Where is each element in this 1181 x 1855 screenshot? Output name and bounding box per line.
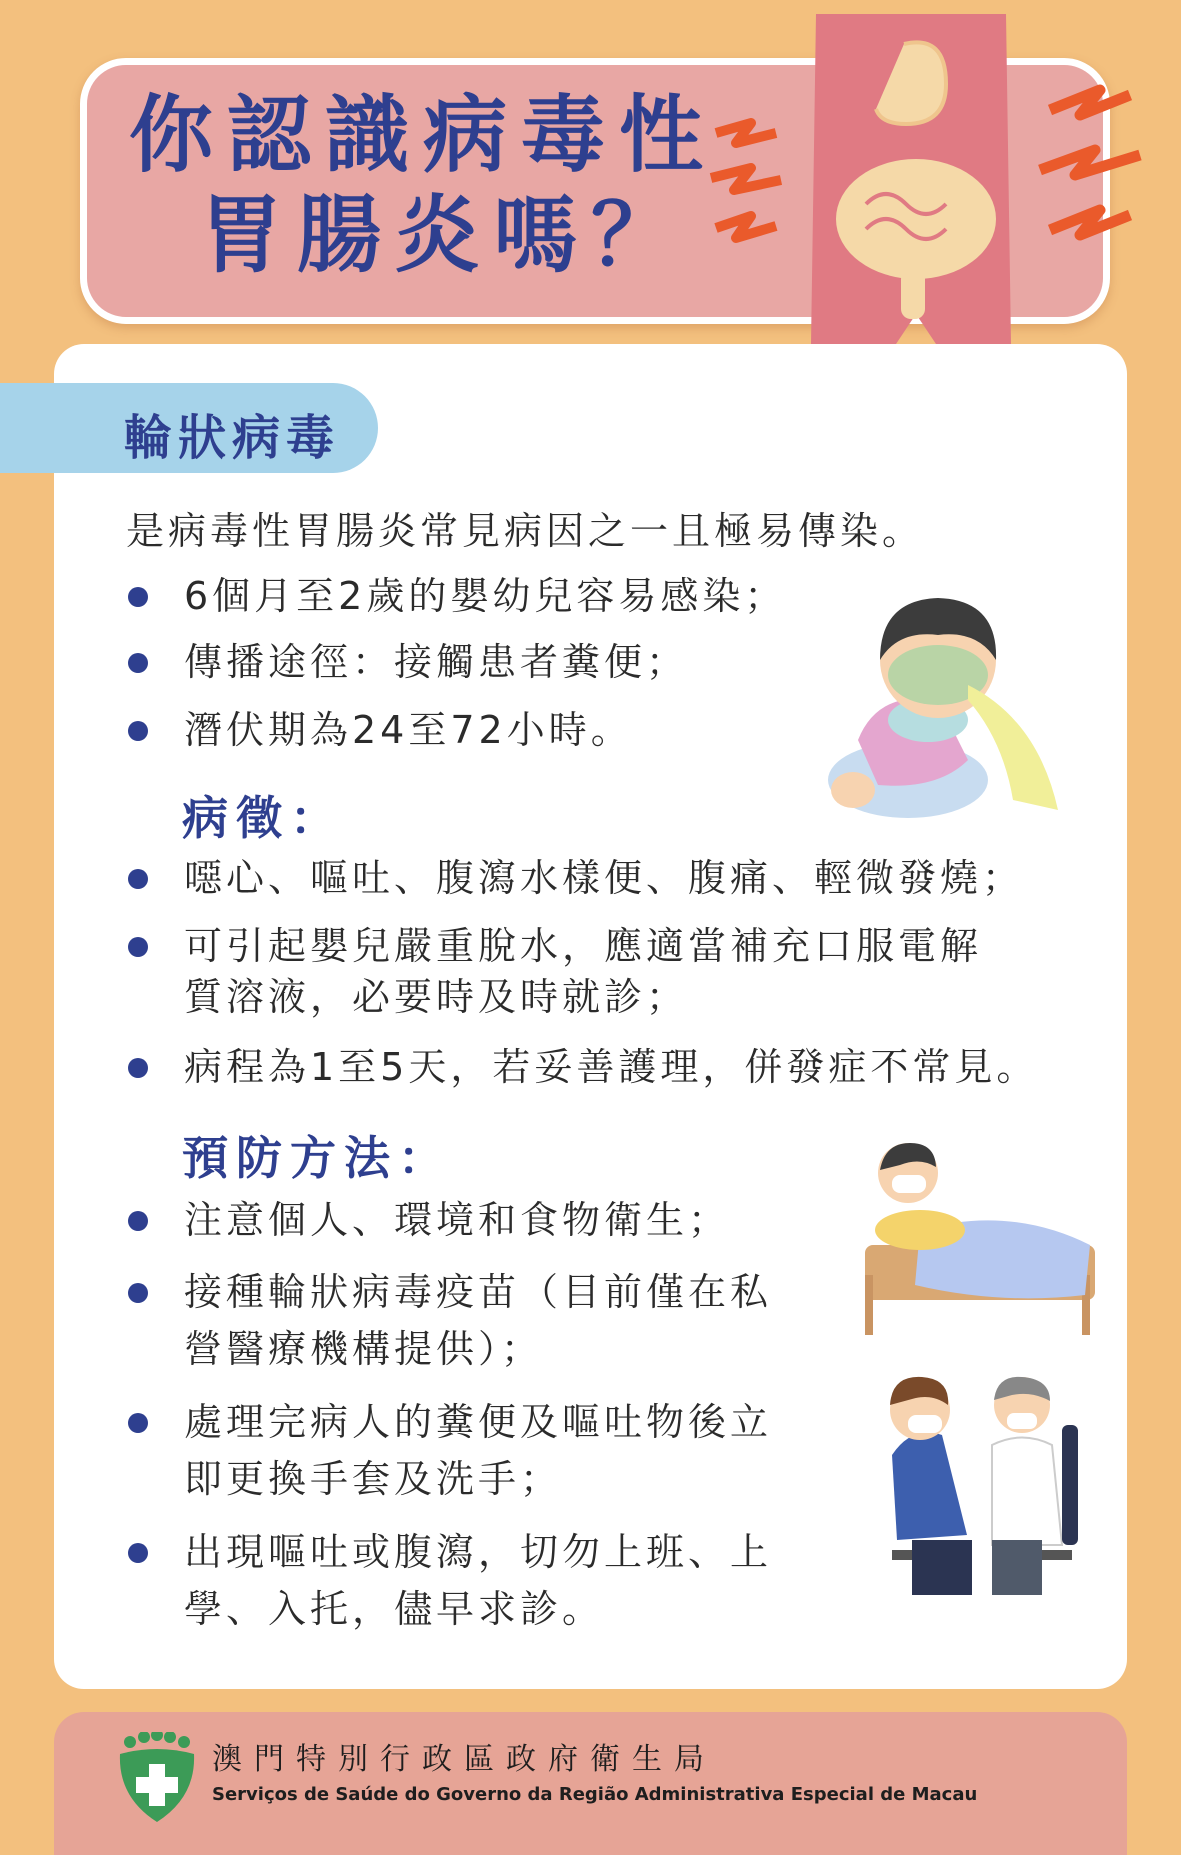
vomiting-child-illustration <box>818 580 1088 830</box>
title-line-1: 你認識病毒性 <box>129 86 718 184</box>
pain-zigzag-right-icon <box>1030 80 1150 250</box>
prevention-item-line: 營醫療機構提供）； <box>184 1327 544 1371</box>
bullet-dot <box>128 587 148 607</box>
health-bureau-logo-icon <box>116 1732 198 1824</box>
symptom-item-line: 病程為1至5天，若妥善護理，併發症不常見。 <box>184 1045 1039 1089</box>
symptom-item-line: 質溶液，必要時及時就診； <box>184 975 689 1019</box>
section-tab-rotavirus <box>0 383 378 473</box>
patient-in-bed-illustration <box>860 1135 1100 1340</box>
symptom-item-line: 可引起嬰兒嚴重脫水，應適當補充口服電解 <box>184 924 983 968</box>
bullet-dot <box>128 1058 148 1078</box>
bullet-dot <box>128 1211 148 1231</box>
bullet-dot <box>128 1283 148 1303</box>
bullet-dot <box>128 653 148 673</box>
bullet-dot <box>128 721 148 741</box>
org-name-portuguese: Serviços de Saúde do Governo da Região Administrativa Especial de Macau <box>212 1784 978 1805</box>
prevention-item-line: 出現嘔吐或腹瀉，切勿上班、上 <box>184 1530 773 1574</box>
symptoms-heading: 病徵： <box>182 791 344 845</box>
bullet-dot <box>128 937 148 957</box>
doctor-consultation-illustration <box>872 1365 1092 1615</box>
bullet-dot <box>128 1413 148 1433</box>
bullet-dot <box>128 869 148 889</box>
prevention-item-line: 處理完病人的糞便及嘔吐物後立 <box>184 1400 773 1444</box>
prevention-item-line: 學、入托，儘早求診。 <box>184 1587 605 1631</box>
fact-item: 6個月至2歲的嬰幼兒容易感染； <box>184 574 787 618</box>
footer-bar <box>54 1712 1127 1855</box>
prevention-item-line: 即更換手套及洗手； <box>184 1457 563 1501</box>
prevention-heading: 預防方法： <box>182 1131 452 1185</box>
title-line-2: 胃腸炎嗎？ <box>199 186 690 284</box>
bullet-dot <box>128 1543 148 1563</box>
stomach-intestine-illustration <box>796 14 1026 344</box>
intro-text: 是病毒性胃腸炎常見病因之一且極易傳染。 <box>126 509 925 553</box>
prevention-item-line: 注意個人、環境和食物衛生； <box>184 1198 731 1242</box>
symptom-item-line: 噁心、嘔吐、腹瀉水樣便、腹痛、輕微發燒； <box>184 856 1025 900</box>
fact-item: 傳播途徑：接觸患者糞便； <box>184 640 689 684</box>
pain-zigzag-left-icon <box>706 118 796 258</box>
fact-item: 潛伏期為24至72小時。 <box>184 708 633 752</box>
section-tab-label: 輪狀病毒 <box>124 410 341 466</box>
org-name-chinese: 澳門特別行政區政府衛生局 <box>212 1742 716 1777</box>
prevention-item-line: 接種輪狀病毒疫苗（目前僅在私 <box>184 1270 773 1314</box>
